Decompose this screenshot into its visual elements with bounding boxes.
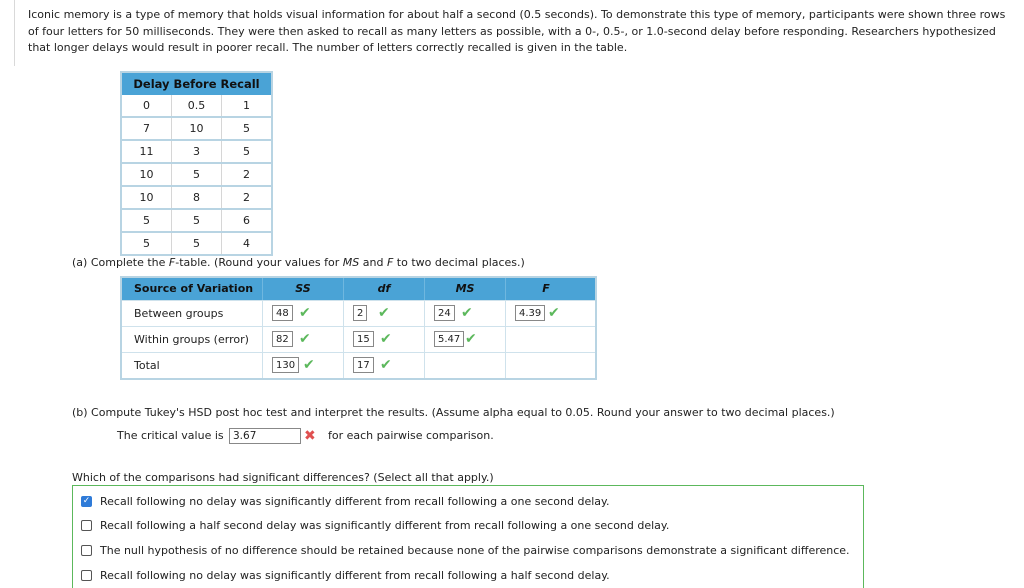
table-row bbox=[122, 187, 271, 210]
check-icon: ✔ bbox=[303, 357, 315, 373]
total-df-input[interactable]: 17 bbox=[353, 357, 374, 373]
table-cell: 10 bbox=[122, 187, 172, 208]
checkbox[interactable] bbox=[81, 520, 92, 531]
between-f-input[interactable]: 4.39 bbox=[515, 305, 545, 321]
option-label: Recall following no delay was significantly different from recall following a half second delay. bbox=[100, 568, 610, 582]
checkbox[interactable] bbox=[81, 570, 92, 581]
table-row bbox=[122, 118, 271, 141]
answer-options bbox=[72, 485, 864, 588]
header-f: F bbox=[505, 278, 586, 300]
check-icon: ✔ bbox=[380, 331, 392, 347]
part-a-instructions bbox=[72, 256, 525, 269]
check-icon: ✔ bbox=[465, 331, 477, 347]
option-1[interactable] bbox=[81, 515, 669, 535]
option-2[interactable] bbox=[81, 540, 850, 560]
delay-col-0: 0 bbox=[122, 95, 172, 116]
table-cell: 5 bbox=[172, 210, 222, 231]
check-icon: ✔ bbox=[299, 305, 311, 321]
table-row bbox=[122, 233, 271, 254]
table-cell: 5 bbox=[243, 145, 250, 158]
check-icon: ✔ bbox=[299, 331, 311, 347]
part-a-ms: MS bbox=[342, 256, 360, 269]
table-cell: 5 bbox=[172, 164, 222, 185]
between-ss-input[interactable]: 48 bbox=[272, 305, 293, 321]
within-ms-input[interactable]: 5.47 bbox=[434, 331, 464, 347]
table-cell: 8 bbox=[172, 187, 222, 208]
critical-value-label: The critical value is bbox=[117, 429, 224, 442]
within-groups-row bbox=[122, 327, 595, 353]
table-row bbox=[122, 210, 271, 233]
option-label: Recall following no delay was significantly different from recall following a one second delay. bbox=[100, 494, 610, 508]
total-ss-input[interactable]: 130 bbox=[272, 357, 299, 373]
table-cell: 5 bbox=[122, 233, 172, 254]
between-ms-input[interactable]: 24 bbox=[434, 305, 455, 321]
part-a-f: F bbox=[386, 256, 394, 269]
table-cell: 6 bbox=[243, 214, 250, 227]
option-label: The null hypothesis of no difference should be retained because none of the pairwise comparisons demonstrate a significant difference. bbox=[100, 543, 850, 557]
within-ss-input[interactable]: 82 bbox=[272, 331, 293, 347]
table-cell: 5 bbox=[122, 210, 172, 231]
delay-col-1: 1 bbox=[243, 99, 250, 112]
comparison-question: Which of the comparisons had significant differences? (Select all that apply.) bbox=[72, 471, 494, 484]
row-label: Within groups (error) bbox=[134, 333, 249, 346]
table-cell: 11 bbox=[122, 141, 172, 162]
f-table-header bbox=[122, 278, 595, 301]
header-df: df bbox=[343, 278, 424, 300]
table-cell: 7 bbox=[122, 118, 172, 139]
delay-table-title: Delay Before Recall bbox=[122, 73, 271, 95]
table-cell: 10 bbox=[122, 164, 172, 185]
check-icon: ✔ bbox=[548, 305, 560, 321]
table-cell: 10 bbox=[172, 118, 222, 139]
header-ss: SS bbox=[262, 278, 343, 300]
table-cell: 2 bbox=[243, 168, 250, 181]
checkbox-checked-icon[interactable]: ✓ bbox=[82, 495, 91, 506]
option-3[interactable] bbox=[81, 565, 610, 585]
header-ms: MS bbox=[424, 278, 505, 300]
part-a-f: F bbox=[168, 256, 176, 269]
check-icon: ✔ bbox=[380, 357, 392, 373]
between-df-input[interactable]: 2 bbox=[353, 305, 367, 321]
x-icon: ✖ bbox=[304, 428, 316, 444]
option-0[interactable] bbox=[81, 491, 609, 511]
table-cell: 5 bbox=[172, 233, 222, 254]
table-row bbox=[122, 164, 271, 187]
part-a-text: and bbox=[359, 256, 387, 269]
delay-table bbox=[120, 71, 273, 256]
total-row bbox=[122, 353, 595, 378]
delay-header-row bbox=[122, 95, 271, 118]
check-icon: ✔ bbox=[378, 305, 390, 321]
table-cell: 5 bbox=[243, 122, 250, 135]
left-rule bbox=[14, 0, 15, 66]
between-groups-row bbox=[122, 301, 595, 327]
option-label: Recall following a half second delay was significantly different from recall following a one second delay. bbox=[100, 518, 670, 532]
checkbox[interactable] bbox=[81, 545, 92, 556]
part-a-text: -table. (Round your values for bbox=[175, 256, 343, 269]
part-a-text: (a) Complete the bbox=[72, 256, 169, 269]
table-cell: 4 bbox=[243, 237, 250, 250]
critical-value-suffix: for each pairwise comparison. bbox=[328, 429, 494, 442]
table-row bbox=[122, 141, 271, 164]
critical-value-input[interactable]: 3.67 bbox=[229, 428, 301, 444]
f-table bbox=[120, 276, 597, 380]
row-label: Total bbox=[134, 359, 160, 372]
header-source: Source of Variation bbox=[134, 282, 254, 295]
problem-intro: Iconic memory is a type of memory that holds visual information for about half a second (0.5 seconds). To demonstrate this type of memory, participants were shown three rows of four letters for 50 milliseconds. They were then asked to recall as many letters as possible, with a 0-, 0.5-, or 1.0-second delay before responding. Researchers hypothesized that longer delays would result in poorer recall. The number of letters correctly recalled is given in the table. bbox=[28, 8, 1006, 54]
part-a-text: to two decimal places.) bbox=[393, 256, 525, 269]
row-label: Between groups bbox=[134, 307, 224, 320]
within-df-input[interactable]: 15 bbox=[353, 331, 374, 347]
part-b-instructions: (b) Compute Tukey's HSD post hoc test and interpret the results. (Assume alpha equal to 0.05. Round your answer to two decimal places.) bbox=[72, 406, 835, 419]
table-cell: 2 bbox=[243, 191, 250, 204]
delay-col-05: 0.5 bbox=[172, 95, 222, 116]
table-cell: 3 bbox=[172, 141, 222, 162]
check-icon: ✔ bbox=[461, 305, 473, 321]
